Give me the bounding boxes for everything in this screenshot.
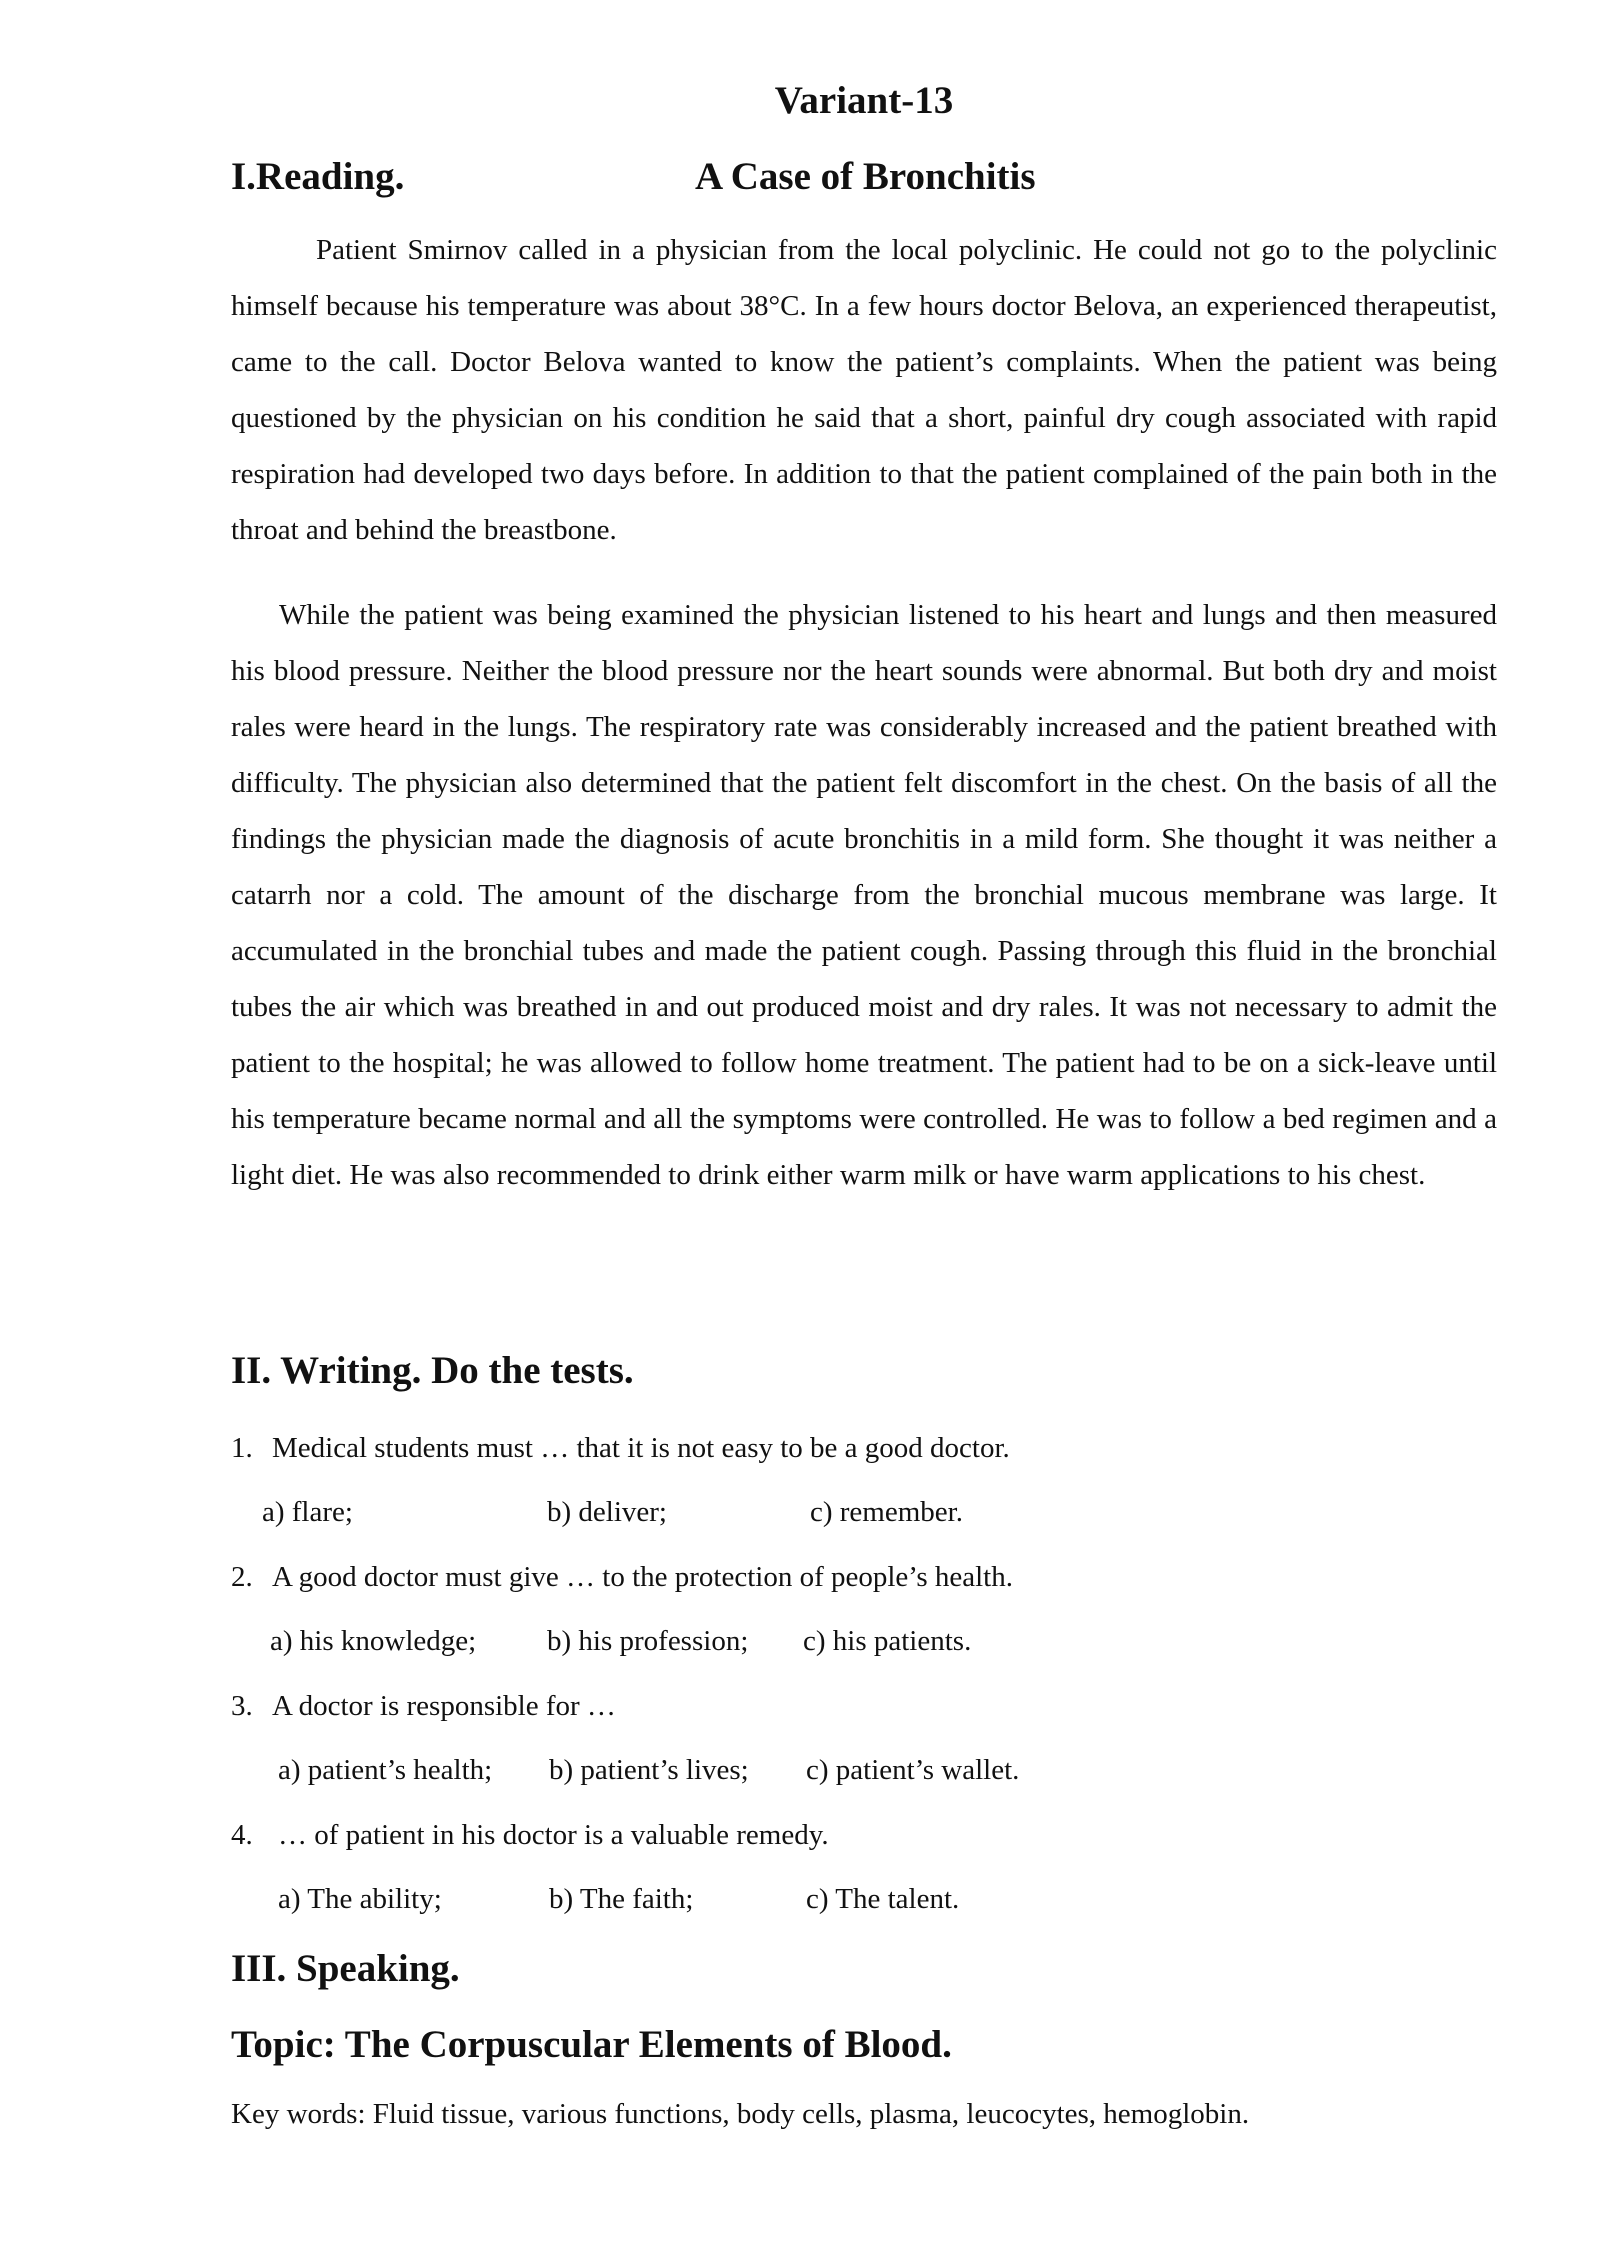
question-number: 3. — [231, 1690, 253, 1722]
option-a: a) The ability; — [278, 1883, 442, 1915]
writing-section-heading: II. Writing. Do the tests. — [231, 1349, 634, 1392]
option-b: b) deliver; — [547, 1496, 667, 1528]
option-c: c) his patients. — [803, 1625, 972, 1657]
option-a: a) his knowledge; — [270, 1625, 477, 1657]
option-c: c) The talent. — [806, 1883, 960, 1915]
reading-section-heading: I.Reading. — [231, 155, 405, 198]
variant-title: Variant-13 — [774, 79, 954, 122]
test-question-2 — [231, 1557, 1013, 1597]
reading-paragraph-1: Patient Smirnov called in a physician from the local polyclinic. He could not go to the polyclinic himself because his temperature was about 38°C. In a few hours doctor Belova, an experienced therapeutist, came to the call. Doctor Belova wanted to know the patient’s complaints. When the patient was being questioned by the physician on his condition he said that a short, painful dry cough associated with rapid respiration had developed two days before. In addition to that the patient complained of the pain both in the throat and behind the breastbone. — [231, 234, 1497, 546]
test-question-1 — [231, 1428, 1010, 1468]
speaking-keywords: Key words: Fluid tissue, various functions, body cells, plasma, leucocytes, hemoglobin. — [231, 2098, 1250, 2130]
option-c: c) patient’s wallet. — [806, 1754, 1020, 1786]
test-question-3 — [231, 1686, 616, 1726]
test-question-4 — [231, 1815, 829, 1855]
question-text: … of patient in his doctor is a valuable remedy. — [278, 1819, 829, 1851]
speaking-topic: Topic: The Corpuscular Elements of Blood. — [231, 2023, 952, 2066]
option-b: b) patient’s lives; — [549, 1754, 749, 1786]
question-number: 2. — [231, 1561, 253, 1593]
reading-paragraph-2: While the patient was being examined the physician listened to his heart and lungs and then measured his blood pressure. Neither the blood pressure nor the heart sounds were abnormal. But both dry and moist rales were heard in the lungs. The respiratory rate was considerably increased and the patient breathed with difficulty. The physician also determined that the patient felt discomfort in the chest. On the basis of all the findings the physician made the diagnosis of acute bronchitis in a mild form. She thought it was neither a catarrh nor a cold. The amount of the discharge from the bronchial mucous membrane was large. It accumulated in the bronchial tubes and made the patient cough. Passing through this fluid in the bronchial tubes the air which was breathed in and out produced moist and dry rales. It was not necessary to admit the patient to the hospital; he was allowed to follow home treatment. The patient had to be on a sick-leave until his temperature became normal and all the symptoms were controlled. He was to follow a bed regimen and a light diet. He was also recommended to drink either warm milk or have warm applications to his chest. — [231, 599, 1497, 1191]
reading-header — [231, 154, 1497, 204]
option-a: a) patient’s health; — [278, 1754, 493, 1786]
option-c: c) remember. — [810, 1496, 963, 1528]
question-text: A doctor is responsible for … — [272, 1690, 616, 1722]
reading-text-title: A Case of Bronchitis — [695, 155, 1036, 198]
option-b: b) The faith; — [549, 1883, 694, 1915]
question-text: Medical students must … that it is not easy to be a good doctor. — [272, 1432, 1010, 1464]
question-number: 1. — [231, 1432, 253, 1464]
option-a: a) flare; — [262, 1496, 353, 1528]
option-b: b) his profession; — [547, 1625, 749, 1657]
question-number: 4. — [231, 1819, 253, 1851]
speaking-section-heading: III. Speaking. — [231, 1947, 460, 1990]
question-text: A good doctor must give … to the protection of people’s health. — [272, 1561, 1013, 1593]
